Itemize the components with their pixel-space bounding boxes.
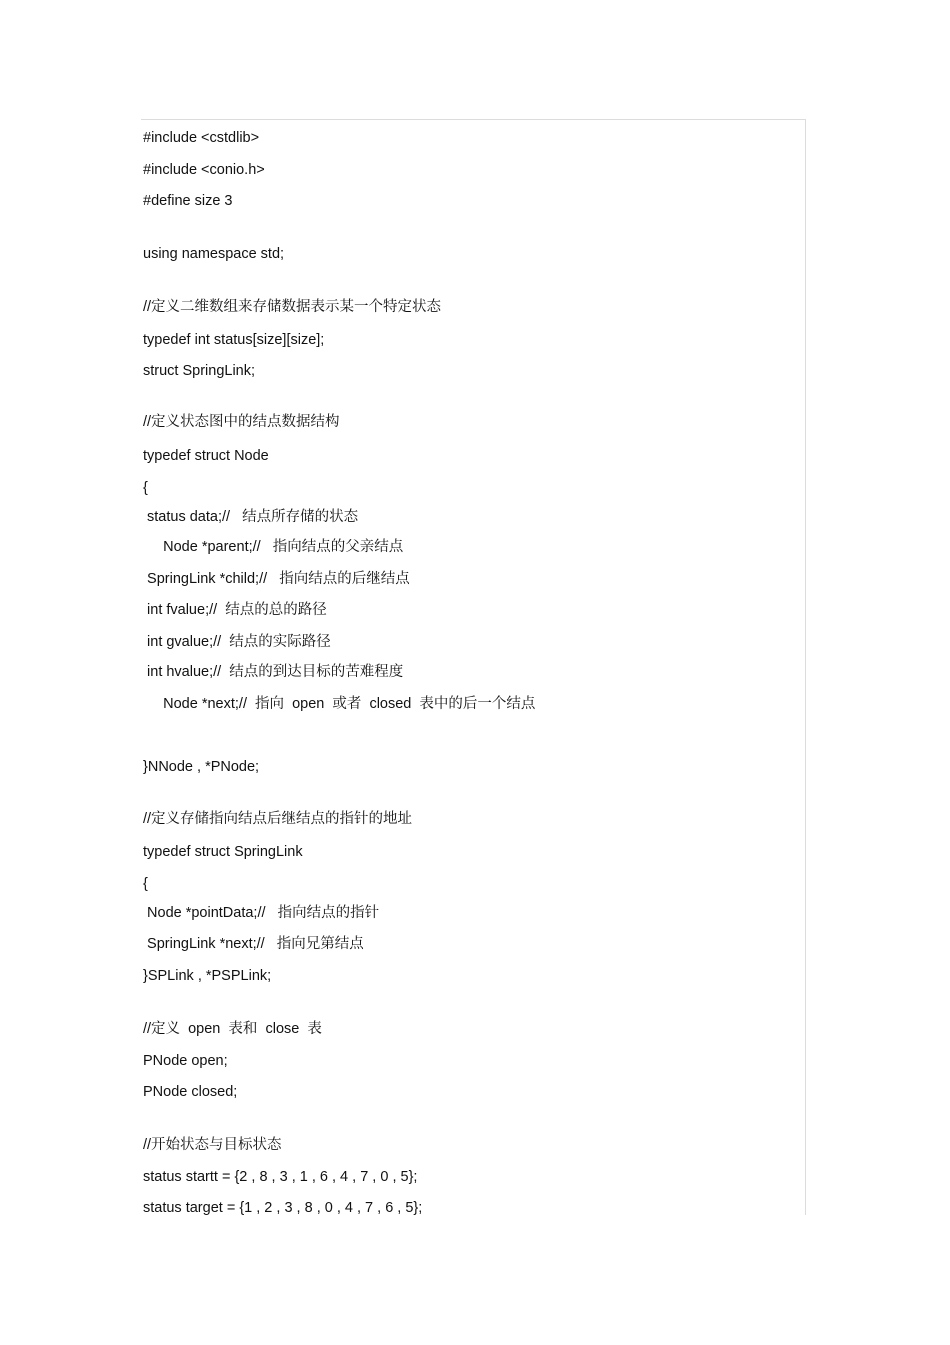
code-line-typedef-status: typedef int status[size][size]; xyxy=(143,332,325,348)
code-line-comment-node: //定义状态图中的结点数据结构 xyxy=(143,414,340,430)
code-line-field-data: status data;// 结点所存储的状态 xyxy=(143,509,359,525)
code-line-comment-status: //定义二维数组来存储数据表示某一个特定状态 xyxy=(143,299,442,315)
code-line-field-springlink-next: SpringLink *next;// 指向兄第结点 xyxy=(143,936,364,952)
code-line-typedef-node: typedef struct Node xyxy=(143,448,269,464)
code-line-brace-open-node: { xyxy=(143,480,148,496)
code-line-status-target: status target = {1 , 2 , 3 , 8 , 0 , 4 , 7 , 6 , 5}; xyxy=(143,1200,423,1216)
code-line-field-pointdata: Node *pointData;// 指向结点的指针 xyxy=(143,905,380,921)
code-line-brace-open-springlink: { xyxy=(143,876,148,892)
code-line-comment-start-target: //开始状态与目标状态 xyxy=(143,1137,282,1153)
code-line-pnode-open: PNode open; xyxy=(143,1053,228,1069)
code-line-struct-springlink-decl: struct SpringLink; xyxy=(143,363,256,379)
code-line-define-size: #define size 3 xyxy=(143,193,233,209)
code-line-field-next: Node *next;// 指向 open 或者 closed 表中的后一个结点 xyxy=(143,696,536,712)
code-line-include-cstdlib: #include <cstdlib> xyxy=(143,130,260,146)
code-line-include-conio: #include <conio.h> xyxy=(143,162,265,178)
code-line-status-startt: status startt = {2 , 8 , 3 , 1 , 6 , 4 , 7 , 0 , 5}; xyxy=(143,1169,418,1185)
code-line-field-parent: Node *parent;// 指向结点的父亲结点 xyxy=(143,539,404,555)
code-line-comment-open-close: //定义 open 表和 close 表 xyxy=(143,1021,322,1037)
code-line-typedef-springlink: typedef struct SpringLink xyxy=(143,844,303,860)
code-line-field-fvalue: int fvalue;// 结点的总的路径 xyxy=(143,602,327,618)
code-line-using-namespace: using namespace std; xyxy=(143,246,285,262)
code-line-comment-springlink: //定义存储指向结点后继结点的指针的地址 xyxy=(143,811,413,827)
code-line-brace-close-springlink: }SPLink , *PSPLink; xyxy=(143,968,272,984)
code-line-field-hvalue: int hvalue;// 结点的到达目标的苦难程度 xyxy=(143,664,404,680)
code-line-field-gvalue: int gvalue;// 结点的实际路径 xyxy=(143,634,331,650)
code-line-pnode-closed: PNode closed; xyxy=(143,1084,238,1100)
code-line-brace-close-node: }NNode , *PNode; xyxy=(143,759,260,775)
code-line-field-child: SpringLink *child;// 指向结点的后继结点 xyxy=(143,571,410,587)
